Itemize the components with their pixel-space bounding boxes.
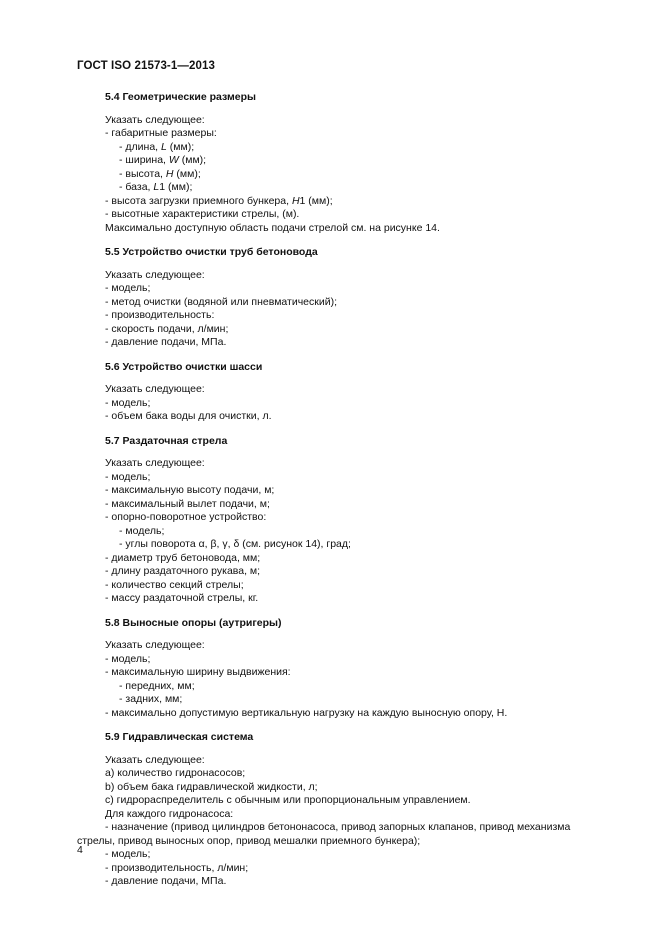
section-5-9 <box>77 731 593 889</box>
list-item-width: - ширина, W (мм); <box>119 154 207 166</box>
list-item: - высотные характеристики стрелы, (м). <box>105 208 300 220</box>
list-item: - давление подачи, МПа. <box>105 875 227 887</box>
intro-text: Указать следующее: <box>105 639 205 651</box>
list-item: - максимальную высоту подачи, м; <box>105 484 275 496</box>
list-item: - метод очистки (водяной или пневматический); <box>105 295 338 308</box>
section-title: 5.9 Гидравлическая система <box>105 731 254 743</box>
page-number: 4 <box>77 844 83 856</box>
list-item: a) количество гидронасосов; <box>105 767 246 779</box>
list-item-hopper-height: - высота загрузки приемного бункера, H1 (мм); <box>105 194 333 207</box>
list-item: - максимально допустимую вертикальную нагрузку на каждую выносную опору, Н. <box>105 706 508 719</box>
list-item: - диаметр труб бетоновода, мм; <box>105 551 261 564</box>
list-item: - максимальную ширину выдвижения: <box>105 666 291 678</box>
list-item: - углы поворота α, β, γ, δ (см. рисунок 14), град; <box>119 538 351 550</box>
list-item: Для каждого гидронасоса: <box>105 807 234 820</box>
list-item: - массу раздаточной стрелы, кг. <box>105 592 259 604</box>
section-title: 5.6 Устройство очистки шасси <box>105 360 263 373</box>
list-item: - модель; <box>105 396 151 409</box>
section-title: 5.5 Устройство очистки труб бетоновода <box>105 246 318 258</box>
list-item: - модель; <box>105 652 151 665</box>
list-item-length: - длина, L (мм); <box>119 140 195 153</box>
list-item: - объем бака воды для очистки, л. <box>105 410 272 422</box>
section-5-6 <box>105 361 593 424</box>
list-item-height: - высота, H (мм); <box>119 167 201 180</box>
section-5-7 <box>105 435 593 606</box>
list-item: - производительность, л/мин; <box>105 861 249 874</box>
list-item: - модель; <box>105 470 151 483</box>
list-item: - модель; <box>105 282 151 294</box>
section-5-4 <box>105 91 593 235</box>
list-item: c) гидрораспределитель с обычным или пропорциональным управлением. <box>105 794 471 806</box>
section-5-5 <box>105 246 593 350</box>
list-item-continuation: стрелы, привод выносных опор, привод мешалки приемного бункера); <box>77 834 421 847</box>
list-item: - количество секций стрелы; <box>105 578 244 591</box>
list-item: - производительность: <box>105 309 215 321</box>
list-item: - габаритные размеры: <box>105 127 217 139</box>
section-title: 5.7 Раздаточная стрела <box>105 434 228 447</box>
list-item: - скорость подачи, л/мин; <box>105 322 229 335</box>
list-item-base: - база, L1 (мм); <box>119 181 193 193</box>
intro-text: Указать следующее: <box>105 753 205 766</box>
intro-text: Указать следующее: <box>105 113 205 126</box>
list-item: - максимальный вылет подачи, м; <box>105 497 270 510</box>
section-5-8 <box>105 617 593 721</box>
list-item: - модель; <box>119 524 165 537</box>
list-item: - модель; <box>105 848 151 860</box>
list-item: - давление подачи, МПа. <box>105 336 227 348</box>
intro-text: Указать следующее: <box>105 383 205 395</box>
list-item: - назначение (привод цилиндров бетононасоса, привод запорных клапанов, привод механизма <box>105 821 571 833</box>
list-item: b) объем бака гидравлической жидкости, л; <box>105 780 318 793</box>
section-title: 5.8 Выносные опоры (аутригеры) <box>105 616 282 629</box>
intro-text: Указать следующее: <box>105 457 205 469</box>
document-body <box>77 91 593 900</box>
list-item: - задних, мм; <box>119 693 183 705</box>
list-item: - опорно-поворотное устройство: <box>105 511 267 523</box>
list-item: - передних, мм; <box>119 679 195 692</box>
list-item: - длину раздаточного рукава, м; <box>105 565 261 577</box>
intro-text: Указать следующее: <box>105 268 205 281</box>
document-header: ГОСТ ISO 21573-1—2013 <box>77 60 215 72</box>
section-title: 5.4 Геометрические размеры <box>105 91 256 103</box>
note-text: Максимально доступную область подачи стрелой см. на рисунке 14. <box>105 221 440 234</box>
